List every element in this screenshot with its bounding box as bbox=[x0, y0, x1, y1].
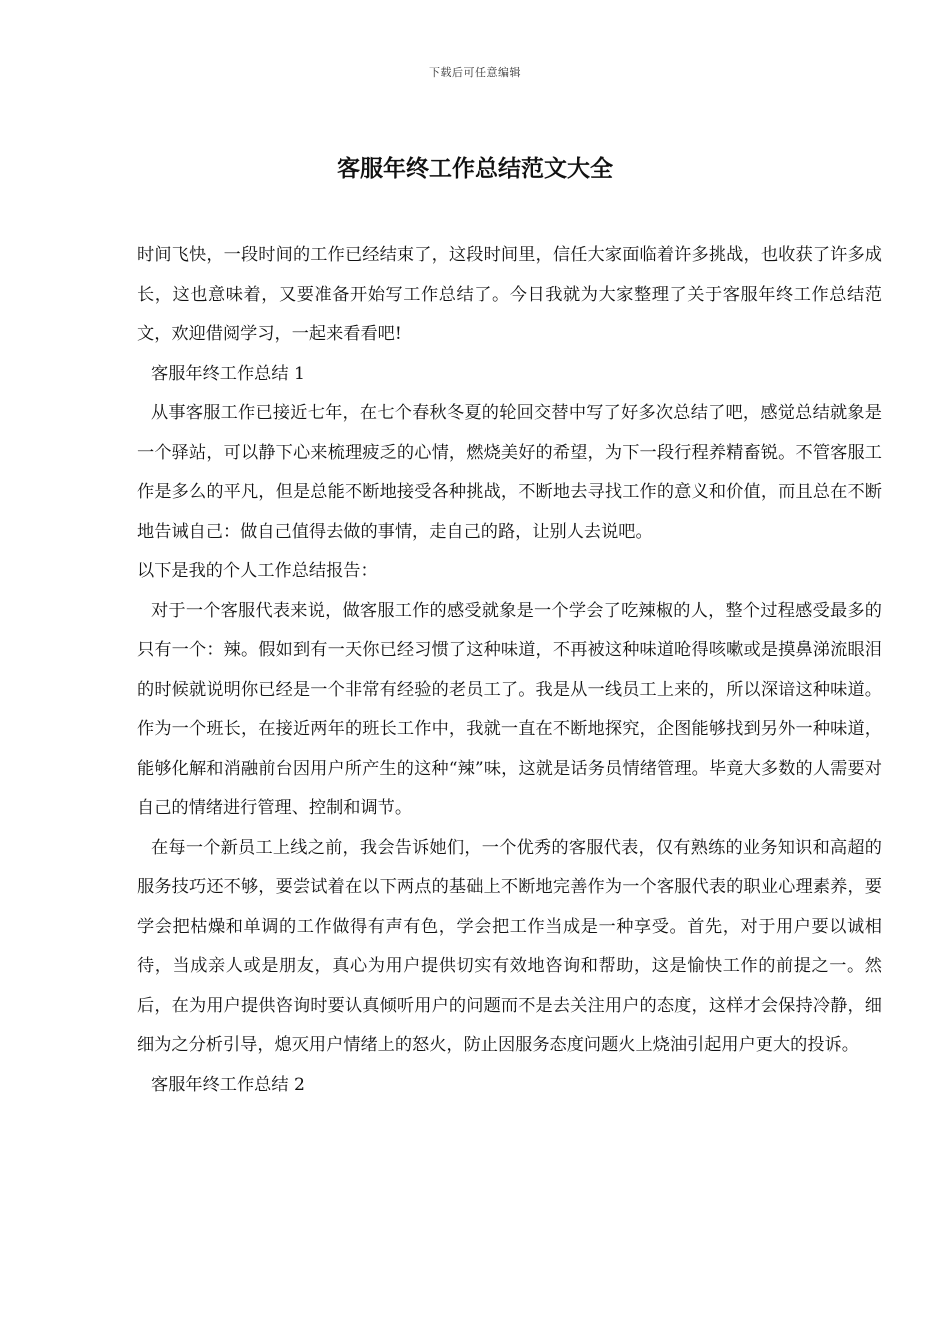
intro-paragraph: 时间飞快，一段时间的工作已经结束了，这段时间里，信任大家面临着许多挑战，也收获了许多成长，这也意味着，又要准备开始写工作总结了。今日我就为大家整理了关于客服年终工作总结范文，欢迎借阅学习，一起来看看吧! bbox=[137, 245, 882, 344]
body-paragraph: 从事客服工作已接近七年，在七个春秋冬夏的轮回交替中写了好多次总结了吧，感觉总结就象是一个驿站，可以静下心来梳理疲乏的心情，燃烧美好的希望，为下一段行程养精畜锐。不管客服工作是多么的平凡，但是总能不断地接受各种挑战，不断地去寻找工作的意义和价值，而且总在不断地告诫自己：做自己值得去做的事情，走自己的路，让别人去说吧。 bbox=[137, 403, 882, 542]
body-paragraph: 对于一个客服代表来说，做客服工作的感受就象是一个学会了吃辣椒的人，整个过程感受最多的只有一个：辣。假如到有一天你已经习惯了这种味道，不再被这种味道呛得咳嗽或是摸鼻涕流眼泪的时候就说明你已经是一个非常有经验的老员工了。我是从一线员工上来的，所以深谙这种味道。作为一个班长，在接近两年的班长工作中，我就一直在不断地探究，企图能够找到另外一种味道，能够化解和消融前台因用户所产生的这种“辣”味，这就是话务员情绪管理。毕竟大多数的人需要对自己的情绪进行管理、控制和调节。 bbox=[137, 600, 882, 818]
body-paragraph: 以下是我的个人工作总结报告： bbox=[137, 561, 378, 581]
document-body bbox=[137, 236, 882, 1105]
page-header-note: 下载后可任意编辑 bbox=[429, 66, 521, 79]
section-heading-2: 客服年终工作总结 2 bbox=[151, 1074, 305, 1095]
body-paragraph: 在每一个新员工上线之前，我会告诉她们，一个优秀的客服代表，仅有熟练的业务知识和高超的服务技巧还不够，要尝试着在以下两点的基础上不断地完善作为一个客服代表的职业心理素养，要学会把枯燥和单调的工作做得有声有色，学会把工作当成是一种享受。首先，对于用户要以诚相待，当成亲人或是朋友，真心为用户提供切实有效地咨询和帮助，这是愉快工作的前提之一。然后，在为用户提供咨询时要认真倾听用户的问题而不是去关注用户的态度，这样才会保持冷静，细细为之分析引导，熄灭用户情绪上的怒火，防止因服务态度问题火上烧油引起用户更大的投诉。 bbox=[137, 837, 882, 1055]
document-title: 客服年终工作总结范文大全 bbox=[337, 156, 613, 182]
section-heading-1: 客服年终工作总结 1 bbox=[151, 363, 305, 384]
